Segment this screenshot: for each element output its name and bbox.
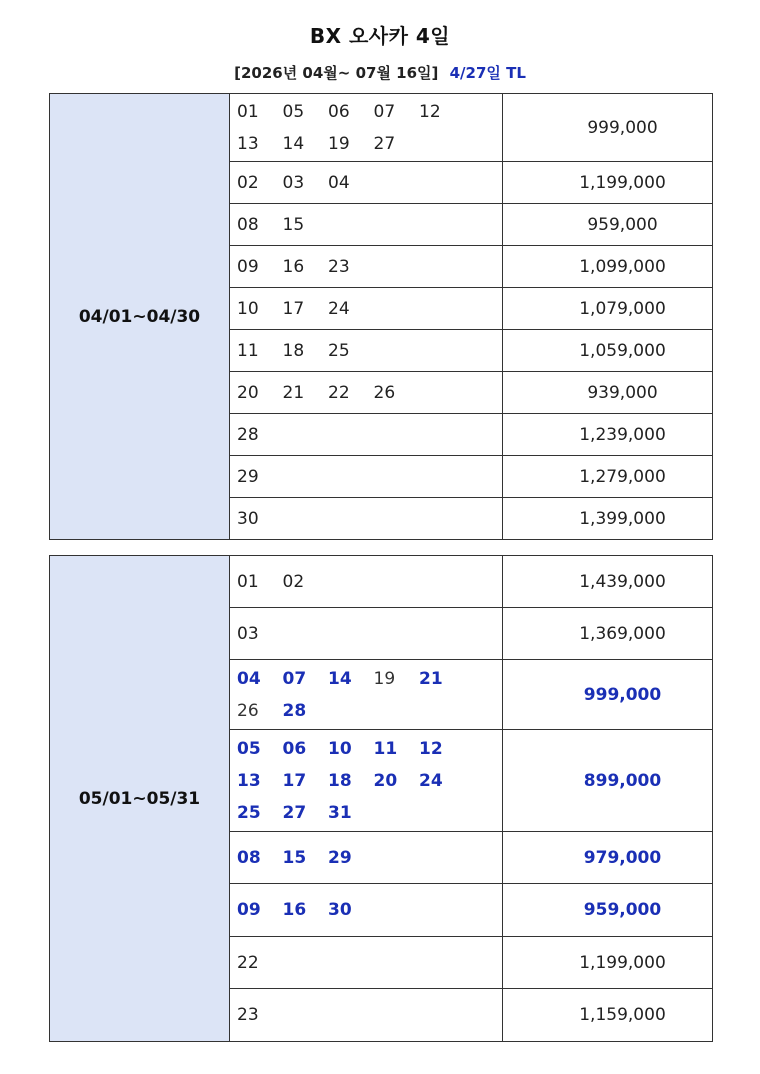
price-value: 1,199,000 [503, 162, 713, 204]
departure-date: 21 [282, 382, 305, 403]
departure-date: 29 [237, 466, 259, 487]
departure-date: 14 [282, 133, 305, 154]
departure-date: 30 [328, 900, 352, 920]
departure-date: 30 [237, 508, 259, 529]
departure-date: 18 [328, 770, 352, 791]
departure-date: 05 [237, 738, 261, 759]
departure-date: 02 [282, 571, 305, 592]
price-value: 939,000 [503, 372, 713, 414]
may-price-table [49, 555, 713, 1042]
price-value: 1,239,000 [503, 414, 713, 456]
departure-dates [230, 937, 503, 989]
departure-dates [230, 94, 503, 162]
departure-date: 19 [373, 668, 396, 689]
date-range: [2026년 04월~ 07월 16일] [234, 64, 439, 82]
departure-date: 08 [237, 847, 261, 868]
departure-date: 28 [282, 700, 307, 721]
departure-dates [230, 556, 503, 608]
departure-date: 13 [237, 133, 259, 154]
departure-date: 23 [237, 1005, 259, 1025]
departure-date: 11 [373, 738, 398, 759]
departure-dates [230, 372, 503, 414]
departure-dates [230, 330, 503, 372]
departure-date: 08 [237, 214, 259, 235]
price-value: 1,399,000 [503, 498, 713, 540]
departure-date: 05 [282, 101, 305, 122]
departure-date: 15 [282, 847, 307, 868]
departure-date: 01 [237, 101, 259, 122]
departure-date: 10 [328, 738, 352, 759]
price-value: 1,159,000 [503, 989, 713, 1042]
departure-date: 29 [328, 847, 352, 868]
april-price-table [49, 93, 713, 540]
departure-dates [230, 414, 503, 456]
page-subtitle [0, 62, 760, 83]
departure-date: 26 [237, 700, 259, 721]
departure-date: 20 [237, 382, 259, 403]
departure-date: 24 [328, 298, 350, 319]
departure-date: 22 [237, 952, 259, 973]
departure-dates [230, 204, 503, 246]
departure-date: 04 [237, 668, 261, 689]
period-label: 04/01~04/30 [50, 94, 230, 540]
departure-date: 06 [282, 738, 307, 759]
departure-date: 10 [237, 298, 259, 319]
table-row [50, 94, 713, 162]
departure-date: 27 [282, 802, 307, 823]
departure-date: 18 [282, 340, 305, 361]
departure-date: 09 [237, 900, 261, 920]
departure-date: 28 [237, 424, 259, 445]
departure-date: 03 [237, 623, 259, 644]
departure-dates [230, 246, 503, 288]
price-value: 1,079,000 [503, 288, 713, 330]
price-value: 1,279,000 [503, 456, 713, 498]
departure-date: 17 [282, 770, 307, 791]
price-value: 959,000 [503, 884, 713, 937]
departure-date: 25 [328, 340, 350, 361]
departure-date: 24 [419, 770, 443, 791]
departure-date: 13 [237, 770, 261, 791]
departure-dates [230, 608, 503, 660]
departure-date: 17 [282, 298, 305, 319]
departure-dates [230, 989, 503, 1042]
price-value: 979,000 [503, 832, 713, 884]
departure-date: 12 [419, 101, 441, 122]
period-label: 05/01~05/31 [50, 556, 230, 1042]
price-value: 1,369,000 [503, 608, 713, 660]
departure-dates [230, 456, 503, 498]
departure-date: 20 [373, 770, 398, 791]
departure-date: 21 [419, 668, 443, 689]
price-value: 1,439,000 [503, 556, 713, 608]
departure-date: 23 [328, 256, 350, 277]
price-value: 1,199,000 [503, 937, 713, 989]
ticketing-deadline: 4/27일 TL [449, 64, 526, 82]
price-value: 1,059,000 [503, 330, 713, 372]
departure-dates [230, 832, 503, 884]
departure-date: 31 [328, 802, 352, 823]
departure-date: 07 [282, 668, 307, 689]
departure-dates [230, 162, 503, 204]
departure-dates [230, 498, 503, 540]
departure-dates [230, 884, 503, 937]
departure-date: 16 [282, 256, 305, 277]
price-value: 899,000 [503, 730, 713, 832]
departure-date: 15 [282, 214, 305, 235]
departure-dates [230, 288, 503, 330]
departure-date: 02 [237, 172, 259, 193]
departure-dates [230, 730, 503, 832]
departure-date: 03 [282, 172, 305, 193]
table-row [50, 556, 713, 608]
departure-date: 04 [328, 172, 350, 193]
departure-date: 12 [419, 738, 443, 759]
departure-date: 16 [282, 900, 307, 920]
price-value: 1,099,000 [503, 246, 713, 288]
departure-date: 06 [328, 101, 350, 122]
price-value: 999,000 [503, 94, 713, 162]
page-title: BX 오사카 4일 [309, 24, 451, 48]
departure-date: 07 [373, 101, 396, 122]
departure-date: 26 [373, 382, 396, 403]
departure-date: 01 [237, 571, 259, 592]
departure-date: 22 [328, 382, 350, 403]
departure-dates [230, 660, 503, 730]
departure-date: 11 [237, 340, 259, 361]
price-value: 999,000 [503, 660, 713, 730]
departure-date: 27 [373, 133, 396, 154]
departure-date: 19 [328, 133, 350, 154]
departure-date: 14 [328, 668, 352, 689]
price-value: 959,000 [503, 204, 713, 246]
departure-date: 09 [237, 256, 259, 277]
departure-date: 25 [237, 802, 261, 823]
